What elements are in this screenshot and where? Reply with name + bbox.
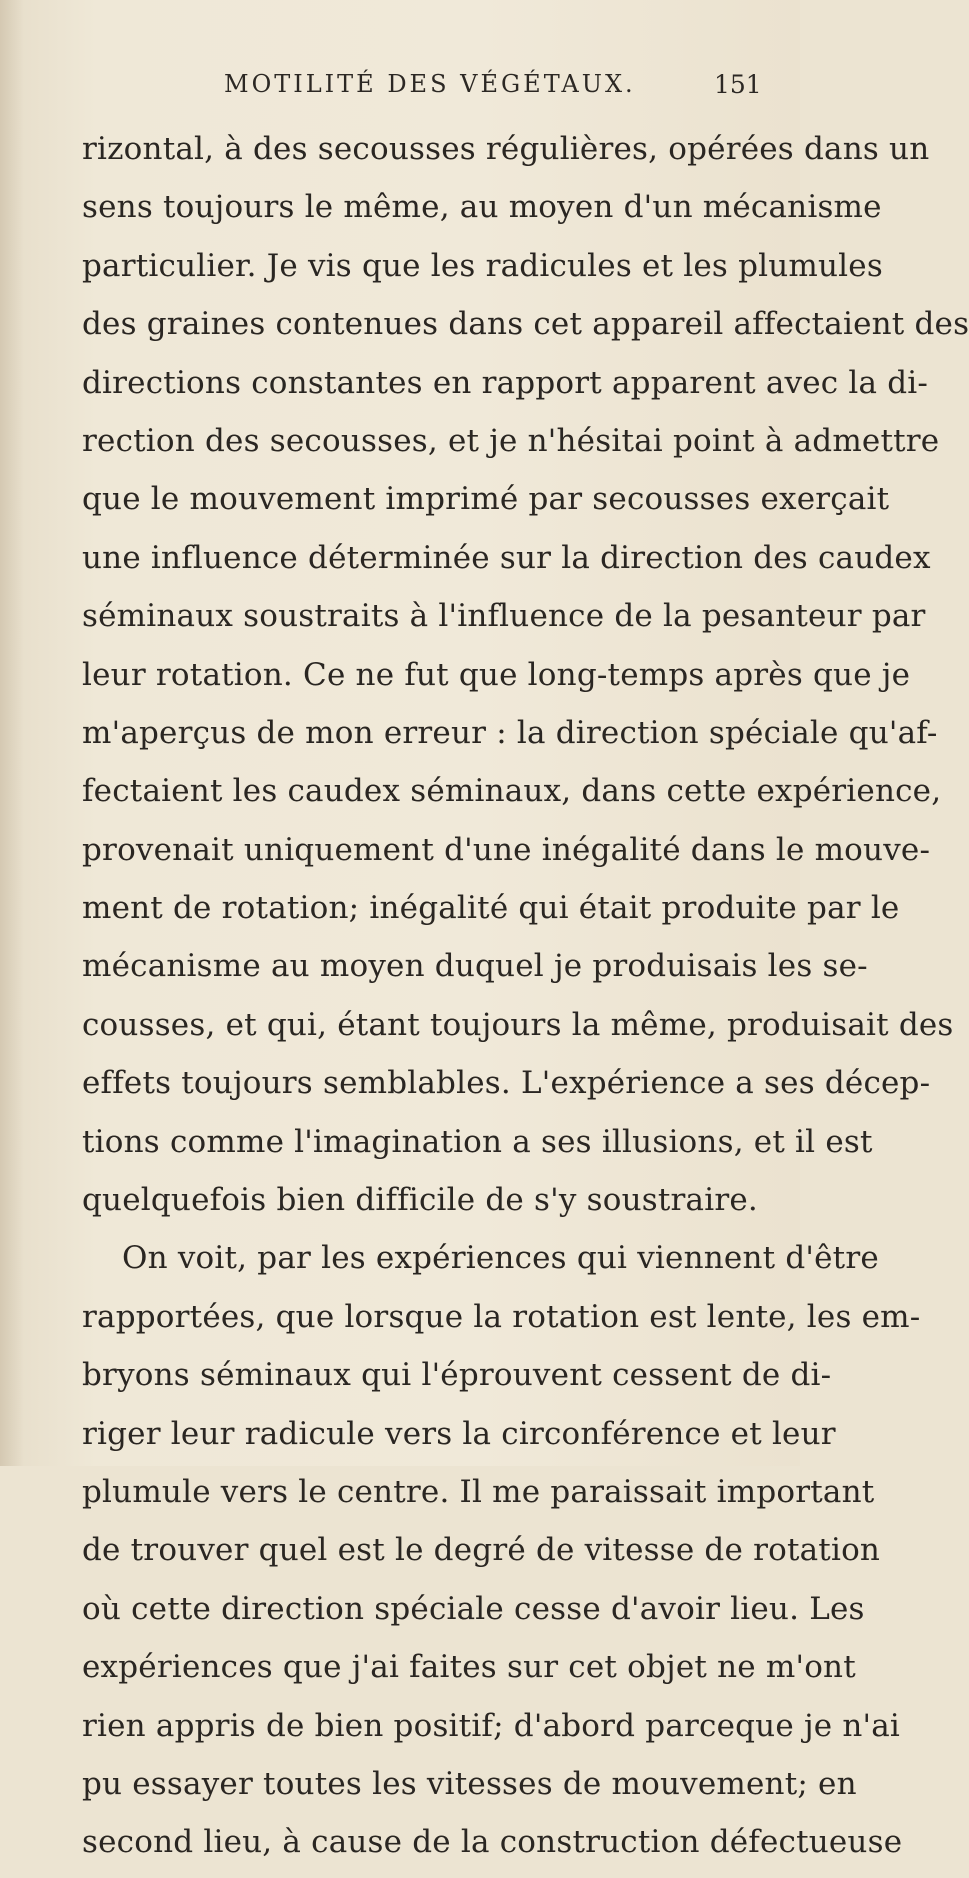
text-line: directions constantes en rapport apparent avec la di- — [82, 364, 929, 401]
text-line: rapportées, que lorsque la rotation est lente, les em- — [82, 1298, 921, 1335]
text-line: effets toujours semblables. L'expérience a ses décep- — [82, 1065, 931, 1102]
page-header — [0, 70, 800, 110]
text-line: séminaux soustraits à l'influence de la pesanteur par — [82, 598, 926, 635]
text-line: que le mouvement imprimé par secousses exerçait — [82, 481, 890, 518]
text-line: rien appris de bien positif; d'abord parceque je n'ai — [82, 1707, 901, 1744]
text-line: second lieu, à cause de la construction défectueuse — [82, 1824, 903, 1861]
text-line: de trouver quel est le degré de vitesse de rotation — [82, 1532, 881, 1569]
text-line: bryons séminaux qui l'éprouvent cessent de di- — [82, 1357, 832, 1394]
text-line: sens toujours le même, au moyen d'un mécanisme — [82, 189, 882, 226]
text-line: leur rotation. Ce ne fut que long-temps après que je — [82, 656, 911, 693]
text-line: cousses, et qui, étant toujours la même, produisait des — [82, 1006, 954, 1043]
page-number: 151 — [714, 70, 762, 99]
text-line: une influence déterminée sur la direction des caudex — [82, 539, 931, 576]
text-line: où cette direction spéciale cesse d'avoir lieu. Les — [82, 1590, 865, 1627]
text-line: rizontal, à des secousses régulières, opérées dans un — [82, 131, 930, 167]
text-line: des graines contenues dans cet appareil affectaient des — [82, 306, 969, 343]
text-line: particulier. Je vis que les radicules et les plumules — [82, 247, 883, 284]
text-line: provenait uniquement d'une inégalité dans le mouve- — [82, 831, 931, 868]
page-fold-shadow — [0, 0, 24, 1466]
text-line: riger leur radicule vers la circonférence et leur — [82, 1415, 836, 1452]
text-line: pu essayer toutes les vitesses de mouvement; en — [82, 1765, 857, 1802]
paragraph-start-line: On voit, par les expériences qui viennent d'être — [122, 1240, 879, 1277]
text-line: expériences que j'ai faites sur cet objet ne m'ont — [82, 1649, 856, 1686]
text-line: tions comme l'imagination a ses illusions, et il est — [82, 1123, 873, 1160]
text-line: mécanisme au moyen duquel je produisais les se- — [82, 948, 868, 985]
text-line: ment de rotation; inégalité qui était produite par le — [82, 890, 900, 927]
paragraph-end-line: quelquefois bien difficile de s'y soustraire. — [82, 1182, 758, 1219]
body-text — [82, 126, 969, 1878]
text-line: plumule vers le centre. Il me paraissait important — [82, 1473, 875, 1510]
text-line: fectaient les caudex séminaux, dans cette expérience, — [82, 773, 942, 810]
text-line: m'aperçus de mon erreur : la direction spéciale qu'af- — [82, 714, 938, 751]
running-title: MOTILITÉ DES VÉGÉTAUX. — [224, 70, 636, 98]
text-line: rection des secousses, et je n'hésitai point à admettre — [82, 422, 940, 459]
